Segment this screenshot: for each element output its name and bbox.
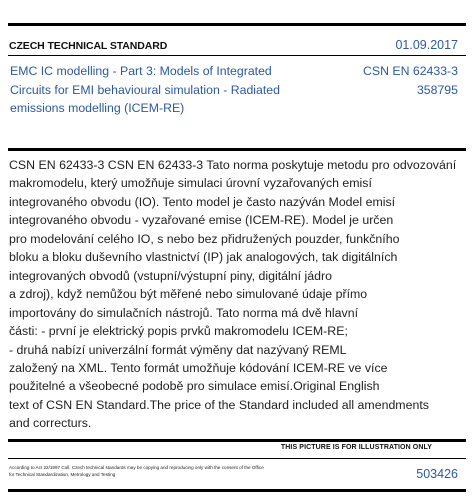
abstract-line: pro modelování celého IO, s nebo bez přidružených pouzder, funkčního — [9, 231, 400, 246]
footer-top-rule — [8, 439, 466, 442]
publication-date: 01.09.2017 — [395, 38, 458, 52]
abstract-text — [9, 156, 467, 433]
abstract-line: CSN EN 62433-3 CSN EN 62433-3 Tato norma poskytuje metodu pro odvozování — [9, 158, 457, 172]
abstract-line: integrovaných obvodů (vstupní/výstupní piny, digitální jádro — [9, 268, 332, 283]
abstract-line: and correcturs. — [9, 416, 92, 431]
abstract-line: bloku a bloku duševního vlastnictví (IP) jak analogových, tak digitálních — [9, 250, 398, 265]
abstract-line: a zdroj), když nemůžou být měřené nebo simulované údaje přímo — [9, 287, 368, 302]
standard-number: CSN EN 62433-3 — [362, 64, 458, 78]
abstract-line: části: - první je elektrický popis prvků makromodelu ICEM-RE; — [9, 324, 348, 339]
title-line: emissions modelling (ICEM-RE) — [10, 101, 185, 115]
legal-notice — [9, 465, 349, 478]
abstract-line: integrovaného obvodu (IO). Tento model je často nazýván Model emisí — [9, 194, 396, 209]
legal-line: for Technical Standardization, Metrology and Testing — [9, 471, 116, 477]
abstract-top-rule — [8, 148, 466, 151]
abstract-line: importovány do simulačních nástrojů. Tato norma má dvě hlavní — [9, 305, 358, 320]
abstract-line: - druhá nabízí univerzální formát výměny dat nazývaný REML — [9, 342, 347, 357]
document-title — [10, 62, 280, 118]
illustration-notice: THIS PICTURE IS FOR ILLUSTRATION ONLY — [280, 444, 432, 451]
legal-line: According to Act 22/1997 Coll. Czech technical standards may be copying and reproducing only with the consent of the Office — [9, 465, 264, 470]
catalog-number: 358795 — [416, 82, 458, 97]
footer-divider — [8, 458, 466, 459]
title-line: Circuits for EMI behavioural simulation - Radiated — [10, 82, 280, 97]
abstract-line: použitelné a všeobecné podobě pro simulace emisí.Original English — [9, 379, 380, 394]
standard-type-label: CZECH TECHNICAL STANDARD — [9, 40, 168, 52]
abstract-line: makromodelu, který umožňuje simulaci úrovní vyzařovaných emisí — [9, 176, 372, 191]
header-divider — [8, 55, 466, 56]
abstract-line: integrovaného obvodu - vyzařované emise (ICEM-RE). Model je určen — [9, 213, 394, 228]
bottom-rule — [8, 489, 466, 492]
abstract-line: založený na XML. Tento formát umožňuje kódování ICEM-RE ve více — [9, 360, 388, 375]
abstract-line: text of CSN EN Standard.The price of the Standard included all amendments — [9, 397, 429, 412]
standard-identifiers — [363, 62, 458, 99]
document-id: 503426 — [416, 467, 458, 481]
title-line: EMC IC modelling - Part 3: Models of Integrated — [10, 64, 272, 78]
top-rule — [8, 23, 466, 26]
